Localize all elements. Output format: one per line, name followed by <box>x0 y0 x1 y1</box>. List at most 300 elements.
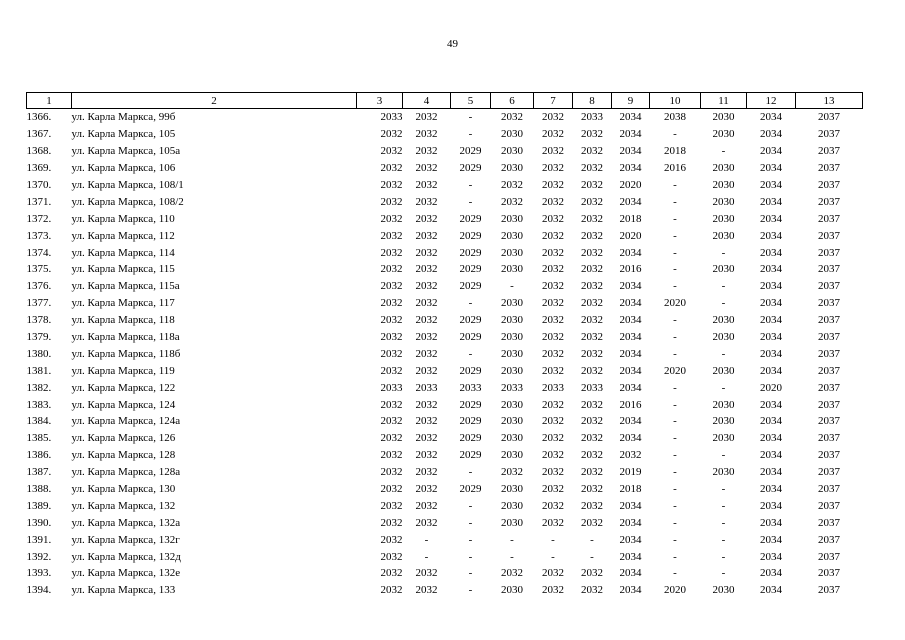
year-cell: 2029 <box>459 212 482 225</box>
year-cell: 2032 <box>380 162 403 175</box>
address-cell: ул. Карла Маркса, 128а <box>71 466 181 479</box>
year-cell: 2032 <box>581 145 603 158</box>
year-cell: 2034 <box>760 195 782 208</box>
year-cell: 2032 <box>542 449 564 462</box>
table-row <box>27 244 863 261</box>
year-cell: - <box>510 280 514 293</box>
row-number: 1374. <box>26 246 52 259</box>
year-cell: 2030 <box>501 162 523 175</box>
year-cell: 2034 <box>619 128 642 141</box>
row-number: 1393. <box>26 567 52 580</box>
year-cell: 2029 <box>459 246 482 259</box>
year-cell: 2037 <box>818 516 840 529</box>
year-cell: 2032 <box>415 398 438 411</box>
year-cell: 2020 <box>619 229 642 242</box>
year-cell: 2034 <box>760 331 782 344</box>
year-cell: 2033 <box>380 381 403 394</box>
year-cell: 2032 <box>380 567 403 580</box>
year-cell: 2037 <box>818 567 840 580</box>
year-cell: 2033 <box>380 111 403 124</box>
year-cell: 2032 <box>542 128 564 141</box>
year-cell: 2032 <box>542 111 564 124</box>
address-cell: ул. Карла Маркса, 132д <box>71 550 181 563</box>
row-number: 1368. <box>26 145 52 158</box>
year-cell: 2032 <box>581 179 603 191</box>
year-cell: 2030 <box>501 483 523 496</box>
year-cell: 2032 <box>581 567 603 580</box>
table-row <box>27 548 863 565</box>
year-cell: 2034 <box>619 381 642 394</box>
address-cell: ул. Карла Маркса, 115а <box>71 280 180 293</box>
year-cell: 2037 <box>818 550 840 563</box>
year-cell: - <box>590 533 594 546</box>
year-cell: 2016 <box>619 263 642 276</box>
year-cell: 2032 <box>415 331 438 344</box>
year-cell: - <box>468 567 473 580</box>
year-cell: 2034 <box>619 280 642 293</box>
year-cell: 2034 <box>619 516 642 529</box>
row-number: 1373. <box>26 229 52 242</box>
year-cell: 2034 <box>619 499 642 512</box>
year-cell: - <box>551 550 555 563</box>
year-cell: 2032 <box>542 297 564 310</box>
year-cell: 2037 <box>818 466 840 479</box>
year-cell: 2030 <box>501 415 523 428</box>
column-header-8: 8 <box>573 93 612 109</box>
table-row <box>27 227 863 244</box>
table-row <box>27 177 863 194</box>
year-cell: - <box>673 398 677 411</box>
year-cell: 2034 <box>760 246 782 259</box>
year-cell: 2037 <box>818 314 840 327</box>
year-cell: 2032 <box>380 229 403 242</box>
address-cell: ул. Карла Маркса, 132а <box>71 516 181 529</box>
year-cell: 2032 <box>581 415 603 428</box>
year-cell: 2034 <box>760 533 782 546</box>
year-cell: 2029 <box>459 364 482 377</box>
row-number: 1380. <box>26 347 52 360</box>
year-cell: 2030 <box>501 449 523 462</box>
year-cell: - <box>673 483 677 496</box>
year-cell: 2020 <box>664 297 686 310</box>
year-cell: - <box>673 179 677 191</box>
year-cell: 2030 <box>501 212 523 225</box>
year-cell: 2037 <box>818 246 840 259</box>
year-cell: - <box>721 297 726 310</box>
year-cell: 2037 <box>818 483 840 496</box>
year-cell: 2032 <box>380 483 403 496</box>
year-cell: 2034 <box>619 584 642 597</box>
year-cell: - <box>673 314 677 327</box>
row-number: 1384. <box>26 415 52 428</box>
year-cell: 2032 <box>581 229 603 242</box>
year-cell: 2034 <box>760 111 782 124</box>
table-row <box>27 396 863 413</box>
year-cell: - <box>721 280 726 293</box>
table-row <box>27 160 863 177</box>
row-number: 1386. <box>26 449 52 462</box>
year-cell: 2030 <box>712 398 735 411</box>
year-cell: 2034 <box>619 145 642 158</box>
year-cell: 2034 <box>760 483 782 496</box>
year-cell: 2032 <box>542 499 564 512</box>
table-row <box>27 531 863 548</box>
row-number: 1390. <box>26 516 52 529</box>
year-cell: 2029 <box>459 432 482 445</box>
year-cell: 2029 <box>459 145 482 158</box>
year-cell: 2032 <box>380 246 403 259</box>
year-cell: 2030 <box>712 111 735 124</box>
year-cell: 2034 <box>760 128 782 141</box>
year-cell: 2032 <box>542 567 564 580</box>
year-cell: - <box>673 212 677 225</box>
year-cell: - <box>468 297 473 310</box>
table-row <box>27 565 863 582</box>
year-cell: 2032 <box>415 229 438 242</box>
year-cell: 2032 <box>415 162 438 175</box>
year-cell: - <box>590 550 594 563</box>
year-cell: - <box>424 550 429 563</box>
year-cell: 2032 <box>581 212 603 225</box>
year-cell: 2034 <box>619 364 642 377</box>
year-cell: 2032 <box>415 314 438 327</box>
schedule-table <box>26 92 863 599</box>
row-number: 1379. <box>26 331 52 344</box>
year-cell: 2032 <box>415 195 438 208</box>
year-cell: 2038 <box>664 111 686 124</box>
year-cell: 2034 <box>760 314 782 327</box>
address-cell: ул. Карла Маркса, 122 <box>71 381 176 394</box>
year-cell: 2034 <box>760 567 782 580</box>
year-cell: 2032 <box>581 364 603 377</box>
year-cell: 2037 <box>818 297 840 310</box>
year-cell: 2032 <box>415 179 438 191</box>
year-cell: 2032 <box>415 128 438 141</box>
year-cell: 2032 <box>380 415 403 428</box>
year-cell: - <box>673 466 677 479</box>
row-number: 1383. <box>26 398 52 411</box>
year-cell: 2032 <box>542 162 564 175</box>
year-cell: 2032 <box>581 314 603 327</box>
row-number: 1382. <box>26 381 52 394</box>
year-cell: 2032 <box>380 314 403 327</box>
year-cell: 2032 <box>581 483 603 496</box>
year-cell: 2032 <box>501 179 523 191</box>
year-cell: 2037 <box>818 533 840 546</box>
year-cell: 2037 <box>818 179 840 191</box>
year-cell: 2032 <box>380 347 403 360</box>
column-header-13: 13 <box>796 93 863 109</box>
year-cell: 2032 <box>380 550 403 563</box>
year-cell: 2032 <box>542 229 564 242</box>
address-cell: ул. Карла Маркса, 132е <box>71 567 181 580</box>
table-row <box>27 447 863 464</box>
year-cell: 2032 <box>380 297 403 310</box>
year-cell: 2032 <box>542 263 564 276</box>
row-number: 1378. <box>26 314 52 327</box>
year-cell: - <box>468 195 473 208</box>
year-cell: 2034 <box>619 246 642 259</box>
year-cell: - <box>673 516 677 529</box>
year-cell: 2034 <box>619 162 642 175</box>
address-cell: ул. Карла Маркса, 130 <box>71 483 176 496</box>
year-cell: 2032 <box>415 516 438 529</box>
year-cell: 2037 <box>818 331 840 344</box>
year-cell: 2034 <box>760 263 782 276</box>
year-cell: 2037 <box>818 449 840 462</box>
address-cell: ул. Карла Маркса, 124а <box>71 415 181 428</box>
year-cell: 2034 <box>760 280 782 293</box>
year-cell: 2037 <box>818 280 840 293</box>
year-cell: 2032 <box>542 246 564 259</box>
year-cell: 2037 <box>818 162 840 175</box>
row-number: 1381. <box>26 364 52 377</box>
year-cell: - <box>468 347 473 360</box>
year-cell: 2037 <box>818 145 840 158</box>
year-cell: - <box>673 229 677 242</box>
year-cell: 2037 <box>818 381 840 394</box>
year-cell: 2032 <box>501 195 523 208</box>
year-cell: - <box>673 246 677 259</box>
address-cell: ул. Карла Маркса, 132 <box>71 499 176 512</box>
year-cell: 2030 <box>501 128 523 141</box>
table-row <box>27 210 863 227</box>
year-cell: 2034 <box>760 449 782 462</box>
year-cell: 2016 <box>664 162 686 175</box>
table-row <box>27 582 863 599</box>
year-cell: 2037 <box>818 499 840 512</box>
year-cell: 2032 <box>581 263 603 276</box>
year-cell: 2032 <box>581 398 603 411</box>
year-cell: 2032 <box>415 297 438 310</box>
year-cell: 2030 <box>712 195 735 208</box>
year-cell: 2032 <box>415 111 438 124</box>
year-cell: 2032 <box>581 347 603 360</box>
year-cell: 2032 <box>380 212 403 225</box>
year-cell: - <box>721 347 726 360</box>
year-cell: - <box>673 381 677 394</box>
year-cell: - <box>673 415 677 428</box>
year-cell: 2032 <box>501 466 523 479</box>
year-cell: 2032 <box>380 145 403 158</box>
row-number: 1391. <box>26 533 52 546</box>
table-row <box>27 312 863 329</box>
year-cell: 2032 <box>380 195 403 208</box>
row-number: 1385. <box>26 432 52 445</box>
year-cell: 2018 <box>619 212 642 225</box>
year-cell: 2018 <box>619 483 642 496</box>
year-cell: 2030 <box>712 331 735 344</box>
year-cell: 2030 <box>501 297 523 310</box>
year-cell: - <box>721 145 726 158</box>
year-cell: - <box>673 347 677 360</box>
year-cell: 2032 <box>542 516 564 529</box>
year-cell: 2032 <box>380 499 403 512</box>
year-cell: 2016 <box>619 398 642 411</box>
year-cell: 2034 <box>760 584 782 597</box>
table-row <box>27 514 863 531</box>
year-cell: 2034 <box>760 145 782 158</box>
year-cell: - <box>721 483 726 496</box>
year-cell: 2032 <box>415 364 438 377</box>
year-cell: 2032 <box>415 449 438 462</box>
year-cell: - <box>673 263 677 276</box>
address-cell: ул. Карла Маркса, 117 <box>71 297 175 310</box>
year-cell: 2030 <box>712 263 735 276</box>
year-cell: 2030 <box>501 432 523 445</box>
year-cell: 2032 <box>542 415 564 428</box>
year-cell: 2034 <box>619 550 642 563</box>
year-cell: 2037 <box>818 364 840 377</box>
year-cell: 2037 <box>818 432 840 445</box>
year-cell: 2030 <box>501 229 523 242</box>
year-cell: 2034 <box>619 195 642 208</box>
year-cell: 2032 <box>542 331 564 344</box>
year-cell: - <box>673 195 677 208</box>
year-cell: 2030 <box>712 584 735 597</box>
year-cell: 2034 <box>760 466 782 479</box>
year-cell: - <box>468 499 473 512</box>
year-cell: 2037 <box>818 398 840 411</box>
address-cell: ул. Карла Маркса, 108/2 <box>71 195 184 208</box>
row-number: 1392. <box>26 550 52 563</box>
year-cell: 2029 <box>459 162 482 175</box>
year-cell: 2030 <box>501 314 523 327</box>
year-cell: 2032 <box>581 449 603 462</box>
year-cell: 2032 <box>380 179 403 191</box>
year-cell: 2034 <box>760 364 782 377</box>
year-cell: - <box>673 449 677 462</box>
address-cell: ул. Карла Маркса, 128 <box>71 449 176 462</box>
year-cell: 2032 <box>380 280 403 293</box>
header-row <box>27 93 863 109</box>
year-cell: - <box>673 128 677 141</box>
year-cell: 2034 <box>619 432 642 445</box>
year-cell: 2034 <box>760 347 782 360</box>
address-cell: ул. Карла Маркса, 105 <box>71 128 176 141</box>
year-cell: 2037 <box>818 111 840 124</box>
year-cell: - <box>721 449 726 462</box>
year-cell: 2032 <box>380 398 403 411</box>
year-cell: 2032 <box>542 280 564 293</box>
year-cell: - <box>468 179 473 191</box>
row-number: 1387. <box>26 466 52 479</box>
year-cell: 2034 <box>619 347 642 360</box>
year-cell: 2034 <box>760 229 782 242</box>
year-cell: - <box>510 533 514 546</box>
year-cell: - <box>721 381 726 394</box>
year-cell: - <box>510 550 514 563</box>
table-body <box>27 109 863 599</box>
year-cell: 2030 <box>501 246 523 259</box>
year-cell: 2030 <box>501 398 523 411</box>
year-cell: - <box>721 567 726 580</box>
address-cell: ул. Карла Маркса, 133 <box>71 584 176 597</box>
year-cell: 2032 <box>581 499 603 512</box>
year-cell: 2034 <box>760 179 782 191</box>
table-row <box>27 497 863 514</box>
year-cell: 2032 <box>380 128 403 141</box>
address-cell: ул. Карла Маркса, 115 <box>71 263 175 276</box>
table-row <box>27 143 863 160</box>
year-cell: - <box>721 246 726 259</box>
year-cell: 2032 <box>542 195 564 208</box>
year-cell: 2034 <box>760 297 782 310</box>
year-cell: 2029 <box>459 314 482 327</box>
year-cell: 2032 <box>380 533 403 546</box>
year-cell: 2034 <box>619 297 642 310</box>
column-header-3: 3 <box>357 93 403 109</box>
year-cell: 2030 <box>501 347 523 360</box>
address-cell: ул. Карла Маркса, 118а <box>71 331 180 344</box>
address-cell: ул. Карла Маркса, 112 <box>71 229 175 242</box>
year-cell: 2034 <box>760 516 782 529</box>
year-cell: - <box>468 128 473 141</box>
year-cell: 2029 <box>459 263 482 276</box>
year-cell: - <box>468 550 473 563</box>
year-cell: 2030 <box>501 263 523 276</box>
year-cell: 2034 <box>760 415 782 428</box>
year-cell: 2037 <box>818 263 840 276</box>
year-cell: - <box>468 584 473 597</box>
year-cell: 2032 <box>581 331 603 344</box>
year-cell: 2018 <box>664 145 686 158</box>
table-row <box>27 329 863 346</box>
table-row <box>27 362 863 379</box>
year-cell: 2029 <box>459 483 482 496</box>
year-cell: 2030 <box>712 212 735 225</box>
address-cell: ул. Карла Маркса, 132г <box>71 533 180 546</box>
year-cell: 2029 <box>459 415 482 428</box>
column-header-11: 11 <box>701 93 747 109</box>
column-header-10: 10 <box>650 93 701 109</box>
table-row <box>27 430 863 447</box>
year-cell: 2032 <box>542 179 564 191</box>
row-number: 1371. <box>26 195 52 208</box>
row-number: 1376. <box>26 280 52 293</box>
row-number: 1394. <box>26 584 52 597</box>
year-cell: 2037 <box>818 584 840 597</box>
year-cell: 2030 <box>501 145 523 158</box>
column-header-12: 12 <box>747 93 796 109</box>
year-cell: 2032 <box>542 398 564 411</box>
table-row <box>27 379 863 396</box>
year-cell: 2034 <box>760 550 782 563</box>
address-cell: ул. Карла Маркса, 99б <box>71 111 176 124</box>
year-cell: 2032 <box>542 483 564 496</box>
table-row <box>27 278 863 295</box>
year-cell: 2020 <box>619 179 642 191</box>
year-cell: 2034 <box>760 499 782 512</box>
year-cell: 2032 <box>581 466 603 479</box>
year-cell: 2030 <box>501 584 523 597</box>
year-cell: 2032 <box>380 449 403 462</box>
year-cell: 2030 <box>712 162 735 175</box>
column-header-7: 7 <box>534 93 573 109</box>
row-number: 1375. <box>26 263 52 276</box>
year-cell: 2030 <box>712 432 735 445</box>
year-cell: 2029 <box>459 280 482 293</box>
year-cell: 2033 <box>501 381 523 394</box>
address-cell: ул. Карла Маркса, 110 <box>71 212 175 225</box>
address-cell: ул. Карла Маркса, 106 <box>71 162 176 175</box>
year-cell: 2030 <box>501 516 523 529</box>
address-cell: ул. Карла Маркса, 118 <box>71 314 175 327</box>
row-number: 1377. <box>26 297 52 310</box>
year-cell: - <box>721 550 726 563</box>
year-cell: 2032 <box>415 499 438 512</box>
table-row <box>27 481 863 498</box>
